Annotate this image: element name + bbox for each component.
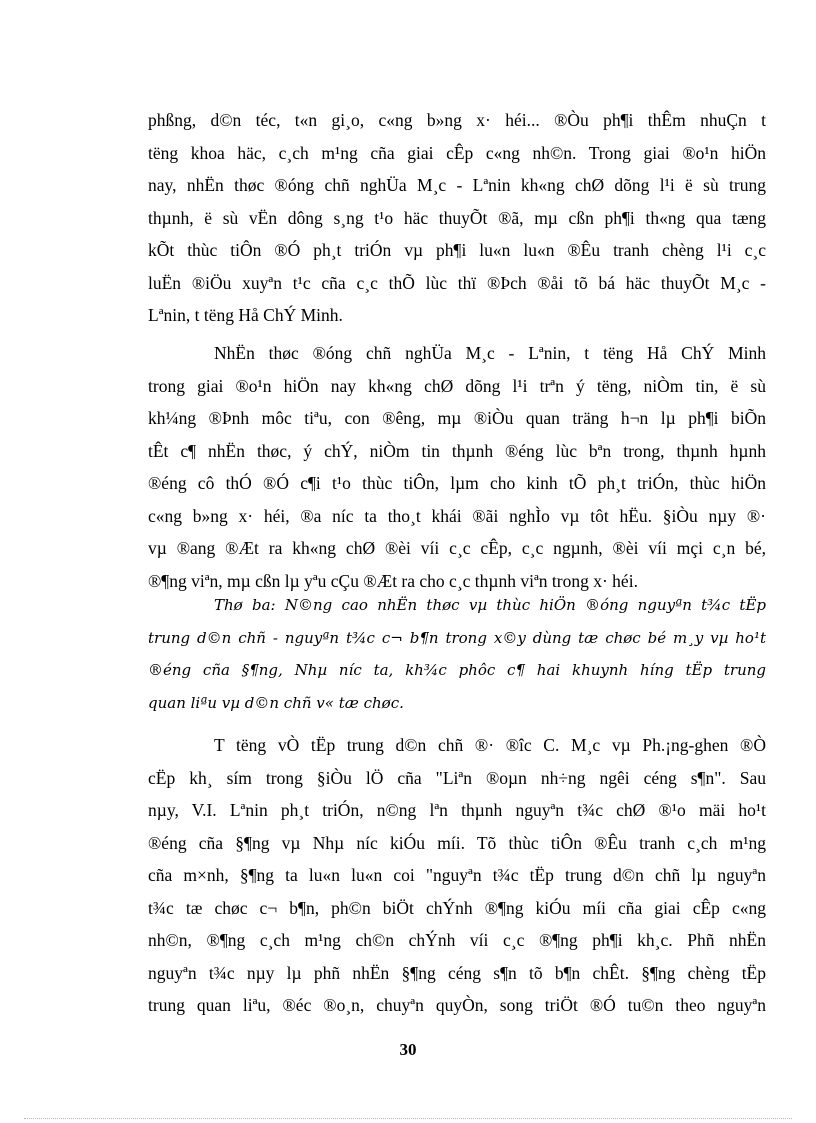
text-line: nguyªn t¾c nµy lµ phñ nhËn §¶ng céng s¶n tõ b¶n chÊt. §¶ng chèng tËp [148, 962, 766, 983]
text-line: ®éng cô thÓ ®Ó c¶i t¹o thùc tiÔn, lµm cho kinh tÕ ph¸t triÓn, thùc hiÖn [148, 473, 766, 493]
paragraph [148, 729, 766, 1022]
text-line: Thø ba: N©ng cao nhËn thøc vµ thùc hiÖn ®óng nguyªn t¾c tËp [214, 596, 766, 614]
text-line: trung d©n chñ - nguyªn t¾c c¬ b¶n trong x©y dùng tæ chøc bé m¸y vµ ho¹t [148, 628, 766, 647]
text-line: c«ng b»ng x· héi, ®a níc ta tho¸t khái ®ãi nghÌo vµ tôt hËu. §iÒu nµy ®· [148, 505, 766, 526]
paragraph [148, 337, 766, 597]
text-line: nh©n, ®¶ng c¸ch m¹ng ch©n chÝnh víi c¸c ®¶ng ph¶i kh¸c. Phñ nhËn [148, 930, 766, 950]
text-line: cña m×nh, §¶ng ta lu«n lu«n coi "nguyªn t¾c tËp trung d©n chñ lµ nguyªn [148, 865, 766, 885]
text-line: luËn ®iÖu xuyªn t¹c cña c¸c thÕ lùc thï ®Þch ®åi tõ bá häc thuyÕt M¸c - [148, 272, 766, 293]
page-bottom-divider [24, 1118, 792, 1119]
text-line: trung quan liªu, ®éc ®o¸n, chuyªn quyÒn, song triÖt ®Ó tu©n theo nguyªn [148, 995, 766, 1015]
text-line: nµy, V.I. Lªnin ph¸t triÓn, n©ng lªn thµnh nguyªn t¾c chØ ®¹o mäi ho¹t [148, 800, 766, 820]
text-line: ®éng cña §¶ng, Nhµ níc ta, kh¾c phôc c¶ hai khuynh híng tËp trung [148, 661, 766, 679]
text-line: tÊt c¶ nhËn thøc, ý chÝ, niÒm tin thµnh ®éng lùc bªn trong, thµnh hµnh [148, 440, 766, 461]
text-line: NhËn thøc ®óng chñ nghÜa M¸c - Lªnin, t tëng Hå ChÝ Minh [214, 343, 766, 363]
paragraph [148, 589, 766, 719]
text-line: T tëng vÒ tËp trung d©n chñ ®· ®îc C. M¸c vµ Ph.¡ng-ghen ®Ò [214, 735, 766, 755]
text-line: t¾c tæ chøc c¬ b¶n, ph©n biÖt chÝnh ®¶ng kiÓu míi cña giai cÊp c«ng [148, 897, 766, 918]
text-line: kÕt thùc tiÔn ®Ó ph¸t triÓn vµ ph¶i lu«n lu«n ®Êu tranh chèng l¹i c¸c [148, 240, 766, 260]
paragraph [148, 104, 766, 332]
text-line: cËp kh¸ sím trong §iÒu lÖ cña "Liªn ®oµn nh÷ng ngêi céng s¶n". Sau [148, 767, 766, 788]
text-line: trong giai ®o¹n hiÖn nay kh«ng chØ dõng l¹i trªn ý tëng, niÒm tin, ë sù [148, 375, 766, 396]
text-line: vµ ®ang ®Æt ra kh«ng chØ ®èi víi c¸c cÊp, c¸c ngµnh, ®èi víi mçi c¸n bé, [148, 538, 766, 558]
text-line: quan liªu vµ d©n chñ v« tæ chøc. [148, 693, 404, 712]
text-line: nay, nhËn thøc ®óng chñ nghÜa M¸c - Lªnin kh«ng chØ dõng l¹i ë sù trung [148, 175, 766, 195]
page-number: 30 [399, 1040, 417, 1059]
text-line: kh¼ng ®Þnh môc tiªu, con ®êng, mµ ®iÒu quan träng h¬n lµ ph¶i biÕn [148, 408, 766, 428]
text-line: phßng, d©n téc, t«n gi¸o, c«ng b»ng x· héi... ®Òu ph¶i thÊm nhuÇn t [148, 110, 766, 130]
text-line: ®éng cña §¶ng vµ Nhµ níc kiÓu míi. Tõ thùc tiÔn ®Êu tranh c¸ch m¹ng [148, 832, 766, 853]
text-line: Lªnin, t tëng Hå ChÝ Minh. [148, 305, 343, 325]
text-line: tëng khoa häc, c¸ch m¹ng cña giai cÊp c«ng nh©n. Trong giai ®o¹n hiÖn [148, 142, 766, 163]
text-line: ®¶ng viªn, mµ cßn lµ yªu cÇu ®Æt ra cho c¸c thµnh viªn trong x· héi. [148, 570, 638, 591]
text-line: thµnh, ë sù vËn dông s¸ng t¹o häc thuyÕt ®ã, mµ cßn ph¶i th«ng qua tæng [148, 207, 766, 228]
